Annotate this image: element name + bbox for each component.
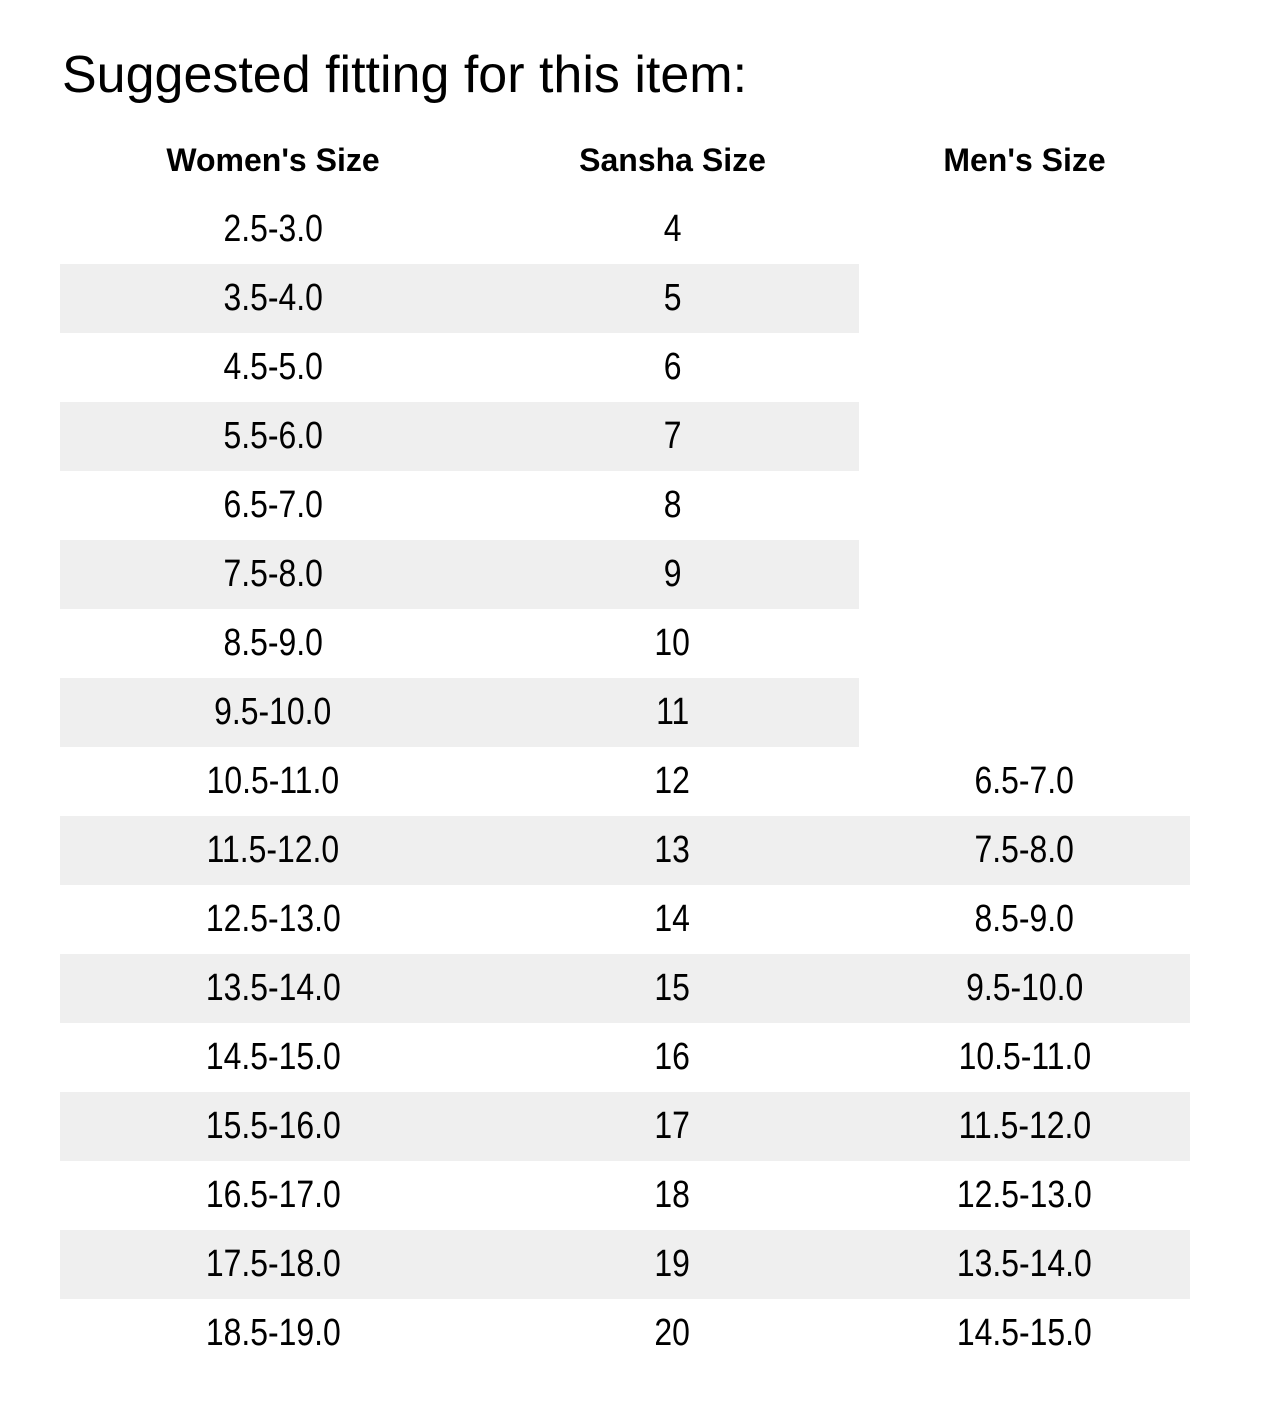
page-title: Suggested fitting for this item: <box>62 45 748 104</box>
womens-size-cell <box>60 609 486 678</box>
table-row <box>60 1161 1190 1230</box>
womens-size-cell <box>60 195 486 264</box>
womens-size-cell <box>60 1230 486 1299</box>
sansha-size-value: 18 <box>654 1174 691 1216</box>
womens-size-cell <box>60 954 486 1023</box>
sansha-size-value: 13 <box>654 829 691 871</box>
womens-size-cell <box>60 1161 486 1230</box>
womens-size-cell <box>60 333 486 402</box>
mens-size-value: 13.5-14.0 <box>957 1243 1092 1285</box>
womens-size-cell <box>60 1092 486 1161</box>
mens-size-header-label: Men's Size <box>943 142 1106 178</box>
womens-size-value: 11.5-12.0 <box>206 829 340 871</box>
womens-size-value: 6.5-7.0 <box>223 484 323 526</box>
sansha-size-value: 11 <box>655 691 690 733</box>
womens-size-value: 9.5-10.0 <box>214 691 332 733</box>
table-row <box>60 1092 1190 1161</box>
table-row <box>60 885 1190 954</box>
table-header-row <box>60 126 1190 195</box>
sansha-size-cell <box>486 1230 859 1299</box>
mens-size-value: 14.5-15.0 <box>957 1312 1092 1354</box>
mens-size-value: 9.5-10.0 <box>965 967 1084 1009</box>
womens-size-header <box>60 126 486 195</box>
sansha-size-cell <box>486 264 859 333</box>
mens-size-header <box>859 126 1190 195</box>
womens-size-value: 7.5-8.0 <box>223 553 323 595</box>
womens-size-cell <box>60 816 486 885</box>
sansha-size-cell <box>486 609 859 678</box>
sansha-size-value: 4 <box>663 208 682 250</box>
mens-size-cell <box>859 954 1190 1023</box>
sansha-size-cell <box>486 1161 859 1230</box>
mens-size-cell <box>859 747 1190 816</box>
womens-size-value: 17.5-18.0 <box>205 1243 341 1285</box>
mens-size-cell <box>859 885 1190 954</box>
table-row <box>60 954 1190 1023</box>
womens-size-value: 8.5-9.0 <box>223 622 323 664</box>
table-row <box>60 678 1190 747</box>
sansha-size-cell <box>486 885 859 954</box>
womens-size-value: 14.5-15.0 <box>205 1036 341 1078</box>
womens-size-cell <box>60 264 486 333</box>
mens-size-cell <box>859 264 1190 333</box>
womens-size-value: 4.5-5.0 <box>223 346 323 388</box>
mens-size-value: 12.5-13.0 <box>957 1174 1092 1216</box>
sansha-size-header-label: Sansha Size <box>579 142 766 178</box>
table-row <box>60 1299 1190 1368</box>
table-row <box>60 264 1190 333</box>
sansha-size-value: 7 <box>663 415 682 457</box>
mens-size-cell <box>859 540 1190 609</box>
womens-size-cell <box>60 402 486 471</box>
mens-size-cell <box>859 678 1190 747</box>
sansha-size-cell <box>486 1023 859 1092</box>
womens-size-cell <box>60 1023 486 1092</box>
womens-size-value: 12.5-13.0 <box>205 898 341 940</box>
sansha-size-value: 5 <box>663 277 682 319</box>
womens-size-value: 10.5-11.0 <box>206 760 340 802</box>
table-row <box>60 1023 1190 1092</box>
sansha-size-cell <box>486 471 859 540</box>
sansha-size-cell <box>486 747 859 816</box>
sansha-size-value: 9 <box>663 553 682 595</box>
sansha-size-cell <box>486 954 859 1023</box>
table-row <box>60 471 1190 540</box>
mens-size-cell <box>859 402 1190 471</box>
mens-size-cell <box>859 816 1190 885</box>
mens-size-cell <box>859 609 1190 678</box>
sansha-size-cell <box>486 540 859 609</box>
womens-size-cell <box>60 1299 486 1368</box>
sansha-size-value: 14 <box>654 898 691 940</box>
sansha-size-cell <box>486 402 859 471</box>
womens-size-value: 16.5-17.0 <box>205 1174 341 1216</box>
mens-size-cell <box>859 1299 1190 1368</box>
mens-size-value: 10.5-11.0 <box>958 1036 1091 1078</box>
womens-size-cell <box>60 747 486 816</box>
mens-size-cell <box>859 471 1190 540</box>
table-row <box>60 195 1190 264</box>
mens-size-cell <box>859 333 1190 402</box>
mens-size-cell <box>859 1023 1190 1092</box>
sansha-size-value: 16 <box>654 1036 691 1078</box>
womens-size-value: 13.5-14.0 <box>205 967 341 1009</box>
sansha-size-value: 8 <box>663 484 682 526</box>
sansha-size-value: 10 <box>654 622 691 664</box>
table-row <box>60 747 1190 816</box>
mens-size-value: 6.5-7.0 <box>974 760 1075 802</box>
mens-size-cell <box>859 195 1190 264</box>
womens-size-cell <box>60 540 486 609</box>
mens-size-value: 8.5-9.0 <box>974 898 1075 940</box>
table-row <box>60 609 1190 678</box>
table-row <box>60 333 1190 402</box>
sansha-size-value: 20 <box>654 1312 691 1354</box>
sansha-size-cell <box>486 333 859 402</box>
womens-size-value: 3.5-4.0 <box>223 277 323 319</box>
sansha-size-value: 15 <box>654 967 691 1009</box>
womens-size-value: 2.5-3.0 <box>223 208 323 250</box>
mens-size-value: 7.5-8.0 <box>974 829 1075 871</box>
sansha-size-cell <box>486 1092 859 1161</box>
mens-size-value: 11.5-12.0 <box>958 1105 1091 1147</box>
sansha-size-cell <box>486 816 859 885</box>
table-row <box>60 816 1190 885</box>
sansha-size-cell <box>486 195 859 264</box>
sansha-size-header <box>486 126 859 195</box>
sansha-size-value: 17 <box>654 1105 691 1147</box>
sansha-size-cell <box>486 678 859 747</box>
womens-size-cell <box>60 471 486 540</box>
sansha-size-value: 6 <box>663 346 682 388</box>
womens-size-header-label: Women's Size <box>166 142 380 178</box>
table-row <box>60 1230 1190 1299</box>
womens-size-cell <box>60 885 486 954</box>
mens-size-cell <box>859 1230 1190 1299</box>
womens-size-value: 15.5-16.0 <box>205 1105 341 1147</box>
mens-size-cell <box>859 1092 1190 1161</box>
size-fitting-table <box>60 126 1190 1368</box>
womens-size-cell <box>60 678 486 747</box>
sansha-size-value: 12 <box>654 760 691 802</box>
table-row <box>60 402 1190 471</box>
sansha-size-cell <box>486 1299 859 1368</box>
womens-size-value: 18.5-19.0 <box>205 1312 341 1354</box>
table-row <box>60 540 1190 609</box>
sansha-size-value: 19 <box>654 1243 691 1285</box>
womens-size-value: 5.5-6.0 <box>223 415 323 457</box>
mens-size-cell <box>859 1161 1190 1230</box>
